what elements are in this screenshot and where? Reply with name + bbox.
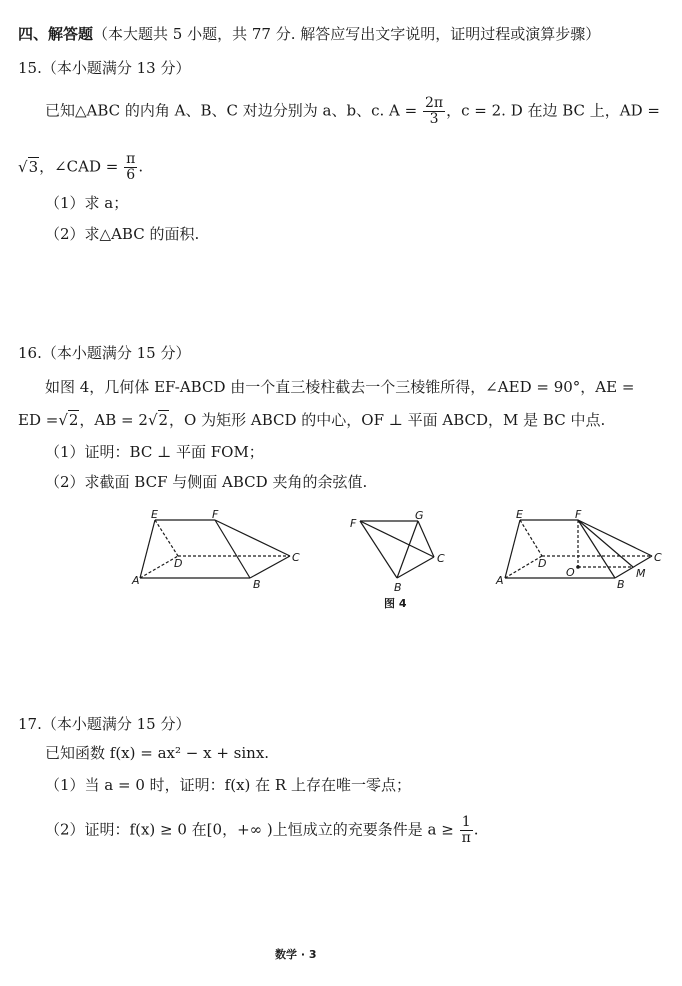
fig1-label-C: C bbox=[292, 551, 300, 564]
fig3-label-F: F bbox=[575, 508, 582, 521]
fig3-label-A: A bbox=[496, 574, 504, 587]
fig3-label-M: M bbox=[636, 567, 646, 580]
q16-sqrt-2: √2 bbox=[147, 411, 169, 429]
figure-4-left bbox=[140, 520, 290, 578]
q15-fraction-angle-A bbox=[423, 96, 445, 127]
section-note: （本大题共 5 小题，共 77 分. 解答应写出文字说明，证明过程或演算步骤） bbox=[93, 25, 601, 43]
q17-header bbox=[18, 714, 190, 734]
fig1-label-D: D bbox=[174, 557, 183, 570]
figure-4 bbox=[0, 505, 682, 610]
section-header bbox=[18, 24, 600, 44]
q15-frac-num: 2π bbox=[425, 95, 444, 111]
q15-frac2-den: 6 bbox=[126, 167, 136, 183]
q16-score: （本小题满分 15 分） bbox=[41, 344, 191, 362]
q15-part2: （2）求△ABC 的面积. bbox=[45, 225, 200, 243]
q15-number: 15. bbox=[18, 59, 42, 77]
q17-part2-end: . bbox=[473, 820, 479, 839]
q17-part2 bbox=[45, 815, 479, 846]
fig2-label-B: B bbox=[394, 581, 402, 594]
q17-part2-a: （2）证明：f(x) ≥ 0 在[0，+∞ )上恒成立的充要条件是 a ≥ bbox=[45, 820, 454, 839]
q15-header bbox=[18, 58, 190, 78]
fig2-label-C: C bbox=[437, 552, 445, 565]
q15-stem-a: 已知△ABC 的内角 A、B、C 对边分别为 a、b、c. A = bbox=[45, 101, 418, 120]
q16-sqrt-1: √2 bbox=[58, 411, 79, 429]
q15-stem-line2 bbox=[18, 152, 143, 183]
figure-4-middle bbox=[360, 521, 434, 578]
fig2-label-F: F bbox=[350, 517, 357, 530]
page-footer: 数学 · 3 bbox=[275, 948, 317, 961]
q15-angle-CAD: ，∠CAD = bbox=[39, 157, 119, 176]
figure-caption: 图 4 bbox=[384, 597, 407, 610]
fig3-label-B: B bbox=[617, 578, 625, 591]
q15-stem2-end: . bbox=[138, 157, 144, 176]
q17-frac-num: 1 bbox=[460, 815, 473, 831]
q16-part1: （1）证明：BC ⊥ 平面 FOM； bbox=[45, 443, 264, 461]
q15-sqrt: √3 bbox=[18, 157, 39, 176]
q17-fraction bbox=[460, 815, 473, 846]
q16-header bbox=[18, 343, 190, 363]
q17-score: （本小题满分 15 分） bbox=[41, 715, 191, 733]
fig1-label-E: E bbox=[151, 508, 158, 521]
fig1-label-B: B bbox=[253, 578, 261, 591]
q15-frac2-num: π bbox=[126, 151, 136, 167]
q15-score: （本小题满分 13 分） bbox=[41, 59, 191, 77]
q16-stem-line2 bbox=[18, 410, 605, 430]
q15-part1: （1）求 a； bbox=[45, 194, 129, 212]
q15-stem-line1 bbox=[45, 96, 660, 127]
fig3-label-C: C bbox=[654, 551, 662, 564]
q16-sqrt-1-radicand: 2 bbox=[68, 411, 79, 429]
q17-number: 17. bbox=[18, 715, 42, 733]
fig3-label-E: E bbox=[516, 508, 523, 521]
q15-frac-den: 3 bbox=[429, 111, 439, 127]
q17-part1: （1）当 a = 0 时，证明：f(x) 在 R 上存在唯一零点； bbox=[45, 776, 411, 794]
q15-stem-b: ，c = 2. D 在边 BC 上，AD = bbox=[446, 101, 660, 120]
q15-fraction-angle-CAD bbox=[124, 152, 137, 183]
fig3-label-D: D bbox=[538, 557, 547, 570]
q15-sqrt-radicand: 3 bbox=[28, 157, 39, 176]
q16-stem2-a: ED = bbox=[18, 411, 59, 429]
q16-number: 16. bbox=[18, 344, 42, 362]
fig1-label-A: A bbox=[132, 574, 140, 587]
figure-4-right bbox=[505, 520, 652, 578]
q16-part2: （2）求截面 BCF 与侧面 ABCD 夹角的余弦值. bbox=[45, 473, 368, 491]
section-title: 四、解答题 bbox=[18, 25, 94, 43]
q17-stem: 已知函数 f(x) = ax² − x + sinx. bbox=[45, 744, 270, 762]
q16-stem-line1: 如图 4，几何体 EF-ABCD 由一个直三棱柱截去一个三棱锥所得，∠AED = 90°，AE = bbox=[45, 378, 635, 396]
q16-sqrt-2-radicand: 2 bbox=[158, 411, 169, 429]
q16-stem2-c: ，O 为矩形 ABCD 的中心，OF ⊥ 平面 ABCD，M 是 BC 中点. bbox=[169, 411, 606, 429]
fig1-label-F: F bbox=[212, 508, 219, 521]
fig3-label-O: O bbox=[566, 566, 575, 579]
fig3-point-O bbox=[576, 565, 580, 569]
q17-frac-den: π bbox=[461, 830, 471, 846]
q16-stem2-b: ，AB = 2 bbox=[79, 411, 148, 429]
fig2-label-G: G bbox=[415, 509, 424, 522]
